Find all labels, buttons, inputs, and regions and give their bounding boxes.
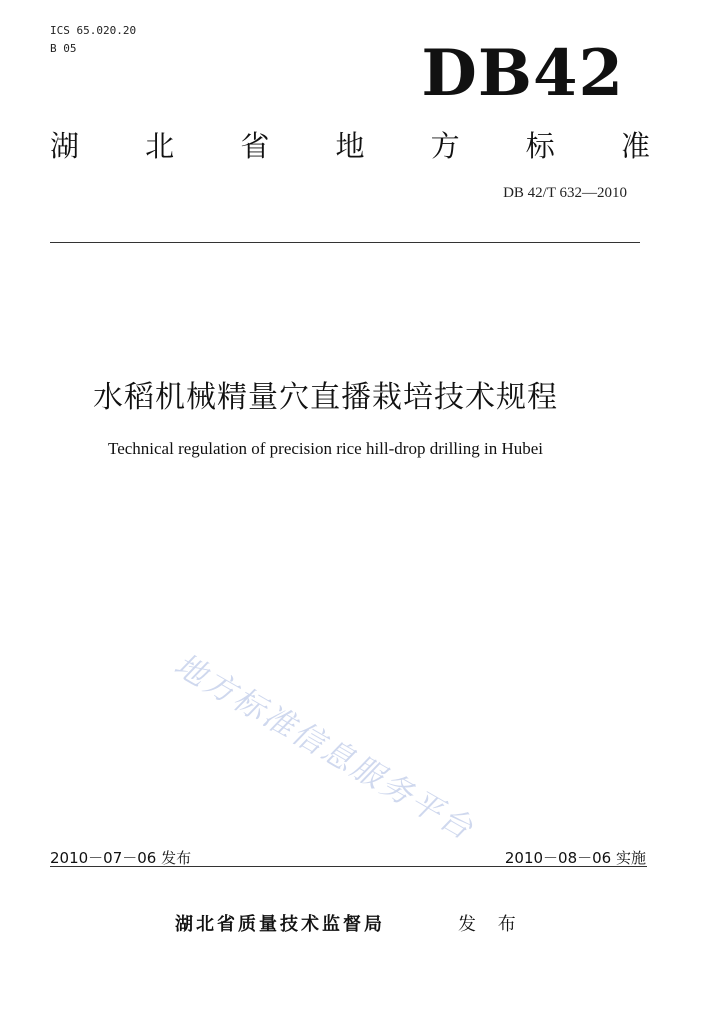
ccs-code: B 05	[50, 42, 77, 55]
org-char: 湖	[50, 129, 80, 163]
publish-date: 2010－07－06 发布	[50, 849, 192, 867]
issued-label: 发 布	[458, 914, 524, 935]
standard-number: DB 42/T 632—2010	[503, 185, 627, 201]
org-char: 方	[430, 129, 460, 163]
watermark: 地方标准信息服务平台	[168, 646, 481, 849]
organization-heading	[50, 124, 650, 165]
footer-divider	[50, 866, 647, 867]
issuing-authority: 湖北省质量技术监督局	[175, 914, 385, 935]
classification-codes	[50, 22, 136, 58]
header-divider	[50, 242, 640, 243]
org-char: 地	[335, 129, 365, 163]
org-char: 标	[525, 129, 555, 163]
title-english: Technical regulation of precision rice hill-drop drilling in Hubei	[108, 439, 544, 458]
implement-date: 2010－08－06 实施	[504, 849, 646, 867]
org-char: 北	[145, 129, 175, 163]
org-char: 省	[240, 129, 270, 163]
title-chinese: 水稻机械精量穴直播栽培技术规程	[93, 380, 558, 415]
db42-logo: DB42	[421, 36, 624, 111]
ics-code: ICS 65.020.20	[50, 24, 137, 37]
org-char: 准	[620, 129, 650, 163]
